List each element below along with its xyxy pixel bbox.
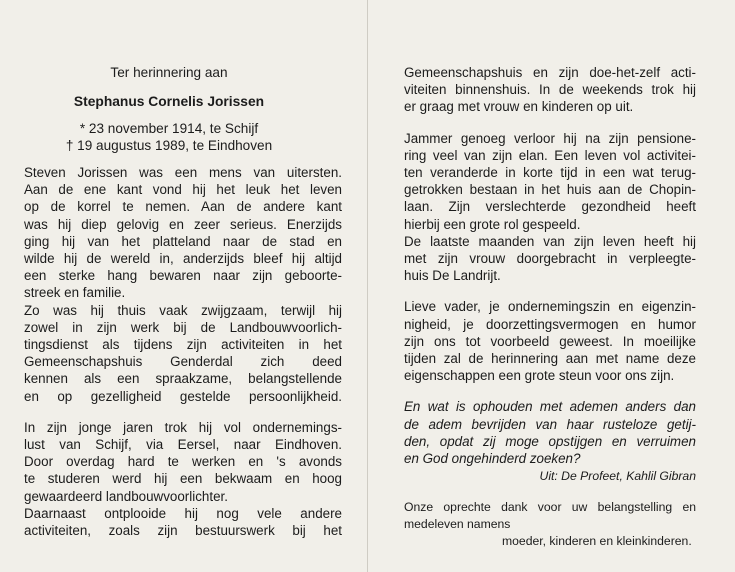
text-line: Daarnaast ontplooide hij nog vele andere	[24, 505, 342, 521]
text-line: nigheid, je doorzettingsvermogen en humor	[404, 316, 696, 332]
deceased-name: Stephanus Cornelis Jorissen	[73, 94, 265, 109]
text-line: Steven Jorissen was een mens van uitersten.	[24, 165, 342, 180]
text-line: wilde hij de wereld in, anderzijds bleef hij altijd	[24, 251, 342, 267]
death-date: † 19 augustus 1989, te Eindhoven	[65, 138, 273, 153]
birth-date: * 23 november 1914, te Schijf	[79, 121, 259, 136]
quote-block	[404, 398, 696, 467]
text-line: Lieve vader, je ondernemingszin en eigenzin-	[404, 299, 696, 315]
text-line: huis De Landrijt.	[404, 268, 501, 284]
text-line: De laatste maanden van zijn leven heeft hij	[404, 233, 696, 249]
text-line: Door overdag hard te werken en 's avonds	[24, 454, 342, 470]
text-line: tijden zal de herinnering aan met name deze	[404, 351, 696, 367]
quote-line: En wat is ophouden met ademen anders dan	[404, 399, 696, 415]
quote-line: den, opdat zij moge opstijgen en verruimen	[404, 433, 696, 449]
right-paragraph-1	[404, 64, 696, 116]
text-line: kennen als een spraakzame, belangstellende	[24, 371, 342, 387]
text-line: er graag met vrouw en kinderen op uit.	[404, 99, 634, 115]
text-line: hierbij een grote rol gespeeld.	[404, 216, 581, 232]
thanks-line: Onze oprechte dank voor uw belangstelling en	[404, 500, 696, 515]
text-line: Aan de ene kant vond hij het leuk het leven	[24, 182, 342, 198]
text-line: Gemeenschapshuis Genderdal zich deed	[24, 354, 342, 370]
text-line: ging hij van het platteland naar de stad en	[24, 233, 342, 249]
fold-line	[367, 0, 368, 572]
quote-citation: Uit: De Profeet, Kahlil Gibran	[539, 469, 696, 484]
quote-line: en God ongehinderd zoeken?	[404, 451, 581, 467]
text-line: zijn ons tot voorbeeld geweest. In moeilijke	[404, 333, 696, 349]
thanks-block	[404, 499, 696, 550]
text-line: viteiten binnenshuis. In de weekends trok hij	[404, 82, 696, 98]
right-paragraph-2	[404, 130, 696, 285]
text-line: en op gezelligheid gestelde persoonlijkheid.	[24, 388, 342, 404]
text-line: met zijn vrouw doorgebracht in verpleegte-	[404, 251, 696, 267]
intro-text: Ter herinnering aan	[110, 65, 228, 80]
text-line: Zo was hij thuis vaak zwijgzaam, terwijl hij	[24, 302, 342, 318]
right-paragraph-3	[404, 298, 696, 384]
thanks-line: medeleven namens	[404, 517, 511, 532]
quote-line: de adem bevrijden van haar rusteloze getij-	[404, 416, 696, 432]
text-line: ring veel van zijn elan. Een leven vol activitei-	[404, 147, 696, 163]
text-line: te studeren werd hij een bekwaam en hoog	[24, 471, 342, 487]
text-line: gewaardeerd landbouwvoorlichter.	[24, 488, 228, 504]
text-line: tingsdienst als tijdens zijn activiteiten in het	[24, 337, 342, 353]
text-line: activiteiten, zoals zijn bestuurswerk bij het	[24, 523, 342, 539]
text-line: In zijn jonge jaren trok hij vol ondernemings-	[24, 419, 342, 435]
text-line: lust van Schijf, via Eersel, naar Eindhoven.	[24, 437, 342, 453]
text-line: ten veranderde in korte tijd in een wat terug-	[404, 165, 696, 181]
text-line: Jammer genoeg verloor hij na zijn pensione-	[404, 130, 696, 146]
text-line: streek en familie.	[24, 285, 126, 301]
text-line: was hij diep gelovig en zeer serieus. Enerzijds	[24, 216, 342, 232]
left-page	[24, 64, 342, 539]
text-line: eigenschappen een grote steun voor ons zijn.	[404, 368, 675, 384]
text-line: getrokken bestaan in het huis aan de Chopin-	[404, 182, 696, 198]
text-line: Gemeenschapshuis en zijn doe-het-zelf acti-	[404, 65, 696, 80]
text-line: zowel in zijn werk bij de Landbouwvoorlich-	[24, 319, 342, 335]
right-page	[404, 64, 696, 550]
left-paragraph-1	[24, 164, 342, 405]
thanks-signature: moeder, kinderen en kleinkinderen.	[502, 534, 692, 549]
text-line: op de korrel te nemen. Aan de andere kant	[24, 199, 342, 215]
text-line: een sterke hang bewaren naar zijn geboorte-	[24, 268, 342, 284]
text-line: laan. Zijn verslechterde gezondheid heeft	[404, 199, 696, 215]
left-paragraph-2	[24, 419, 342, 539]
